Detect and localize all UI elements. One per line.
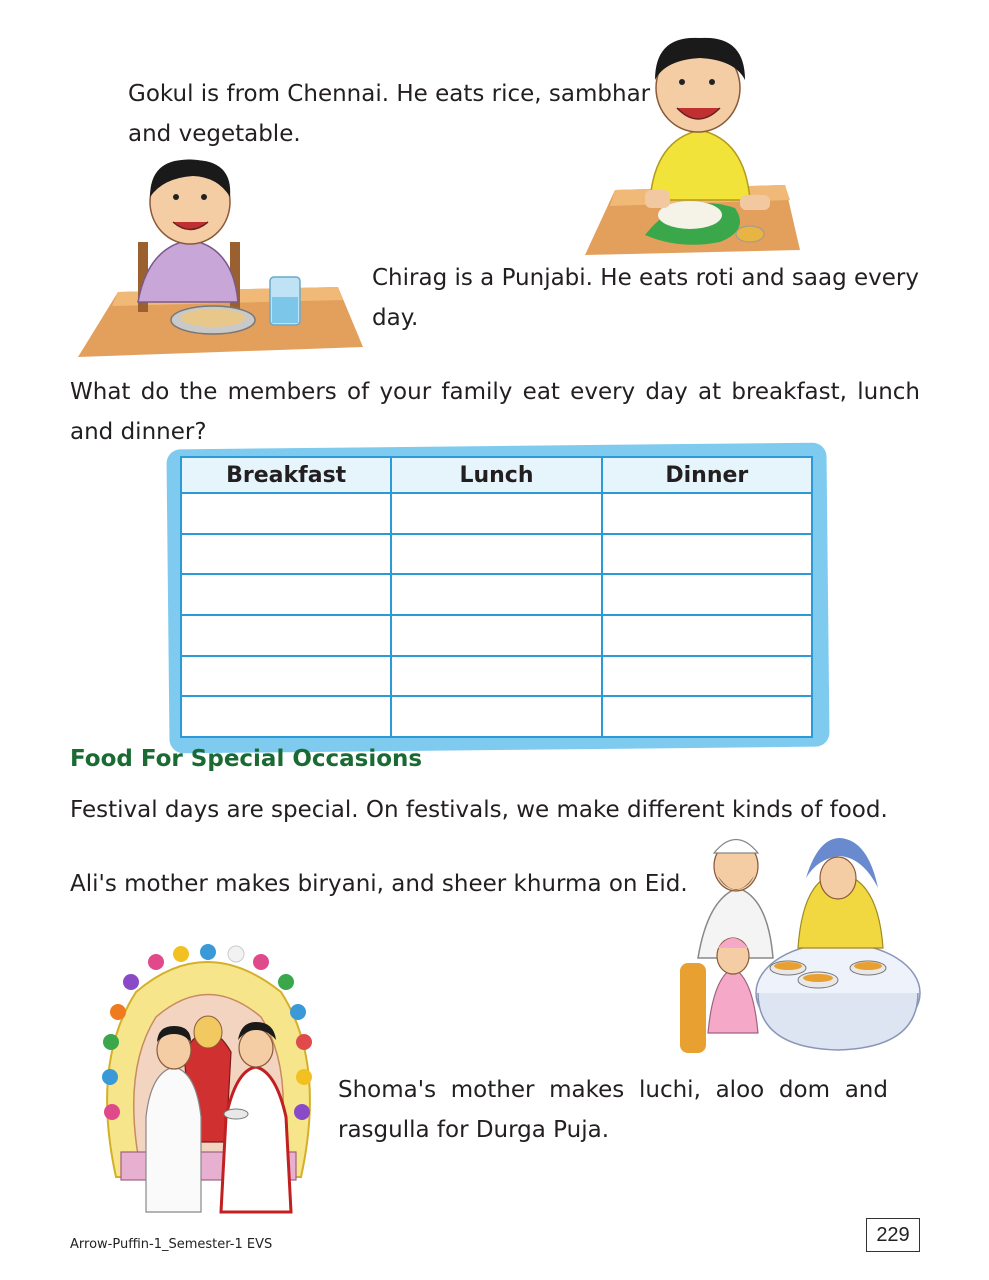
header-dinner: Dinner xyxy=(602,457,812,493)
page-number: 229 xyxy=(866,1218,920,1252)
gokul-eating-illustration xyxy=(585,30,810,260)
lunch-cell[interactable] xyxy=(391,493,601,534)
lunch-cell[interactable] xyxy=(391,574,601,615)
breakfast-cell[interactable] xyxy=(181,615,391,656)
gokul-text: Gokul is from Chennai. He eats rice, sambhar and vegetable. xyxy=(128,81,651,147)
festival-text: Festival days are special. On festivals, we make different kinds of food. xyxy=(70,797,888,823)
table-row xyxy=(181,493,812,534)
dinner-cell[interactable] xyxy=(602,534,812,575)
table-row xyxy=(181,534,812,575)
shoma-text: Shoma's mother makes luchi, aloo dom and rasgulla for Durga Puja. xyxy=(338,1077,888,1143)
lunch-cell[interactable] xyxy=(391,534,601,575)
durga-puja-illustration xyxy=(96,942,321,1217)
meal-table-header-row xyxy=(181,457,812,493)
header-lunch: Lunch xyxy=(391,457,601,493)
dinner-cell[interactable] xyxy=(602,574,812,615)
eid-family-illustration xyxy=(678,818,923,1058)
lunch-cell[interactable] xyxy=(391,615,601,656)
breakfast-cell[interactable] xyxy=(181,574,391,615)
dinner-cell[interactable] xyxy=(602,656,812,697)
family-food-question: What do the members of your family eat every day at breakfast, lunch and dinner? xyxy=(70,379,920,445)
breakfast-cell[interactable] xyxy=(181,656,391,697)
ali-text: Ali's mother makes biryani, and sheer khurma on Eid. xyxy=(70,871,688,897)
breakfast-cell[interactable] xyxy=(181,493,391,534)
meal-table-container xyxy=(168,446,828,750)
header-breakfast: Breakfast xyxy=(181,457,391,493)
lunch-cell[interactable] xyxy=(391,696,601,737)
dinner-cell[interactable] xyxy=(602,615,812,656)
chirag-text: Chirag is a Punjabi. He eats roti and saag every day. xyxy=(372,265,919,331)
book-footer: Arrow-Puffin-1_Semester-1 EVS xyxy=(70,1237,273,1252)
table-row xyxy=(181,574,812,615)
chirag-eating-illustration xyxy=(78,152,368,362)
dinner-cell[interactable] xyxy=(602,696,812,737)
dinner-cell[interactable] xyxy=(602,493,812,534)
breakfast-cell[interactable] xyxy=(181,696,391,737)
table-row xyxy=(181,656,812,697)
section-heading: Food For Special Occasions xyxy=(70,746,423,772)
meal-table xyxy=(180,456,813,738)
breakfast-cell[interactable] xyxy=(181,534,391,575)
table-row xyxy=(181,696,812,737)
lunch-cell[interactable] xyxy=(391,656,601,697)
table-row xyxy=(181,615,812,656)
